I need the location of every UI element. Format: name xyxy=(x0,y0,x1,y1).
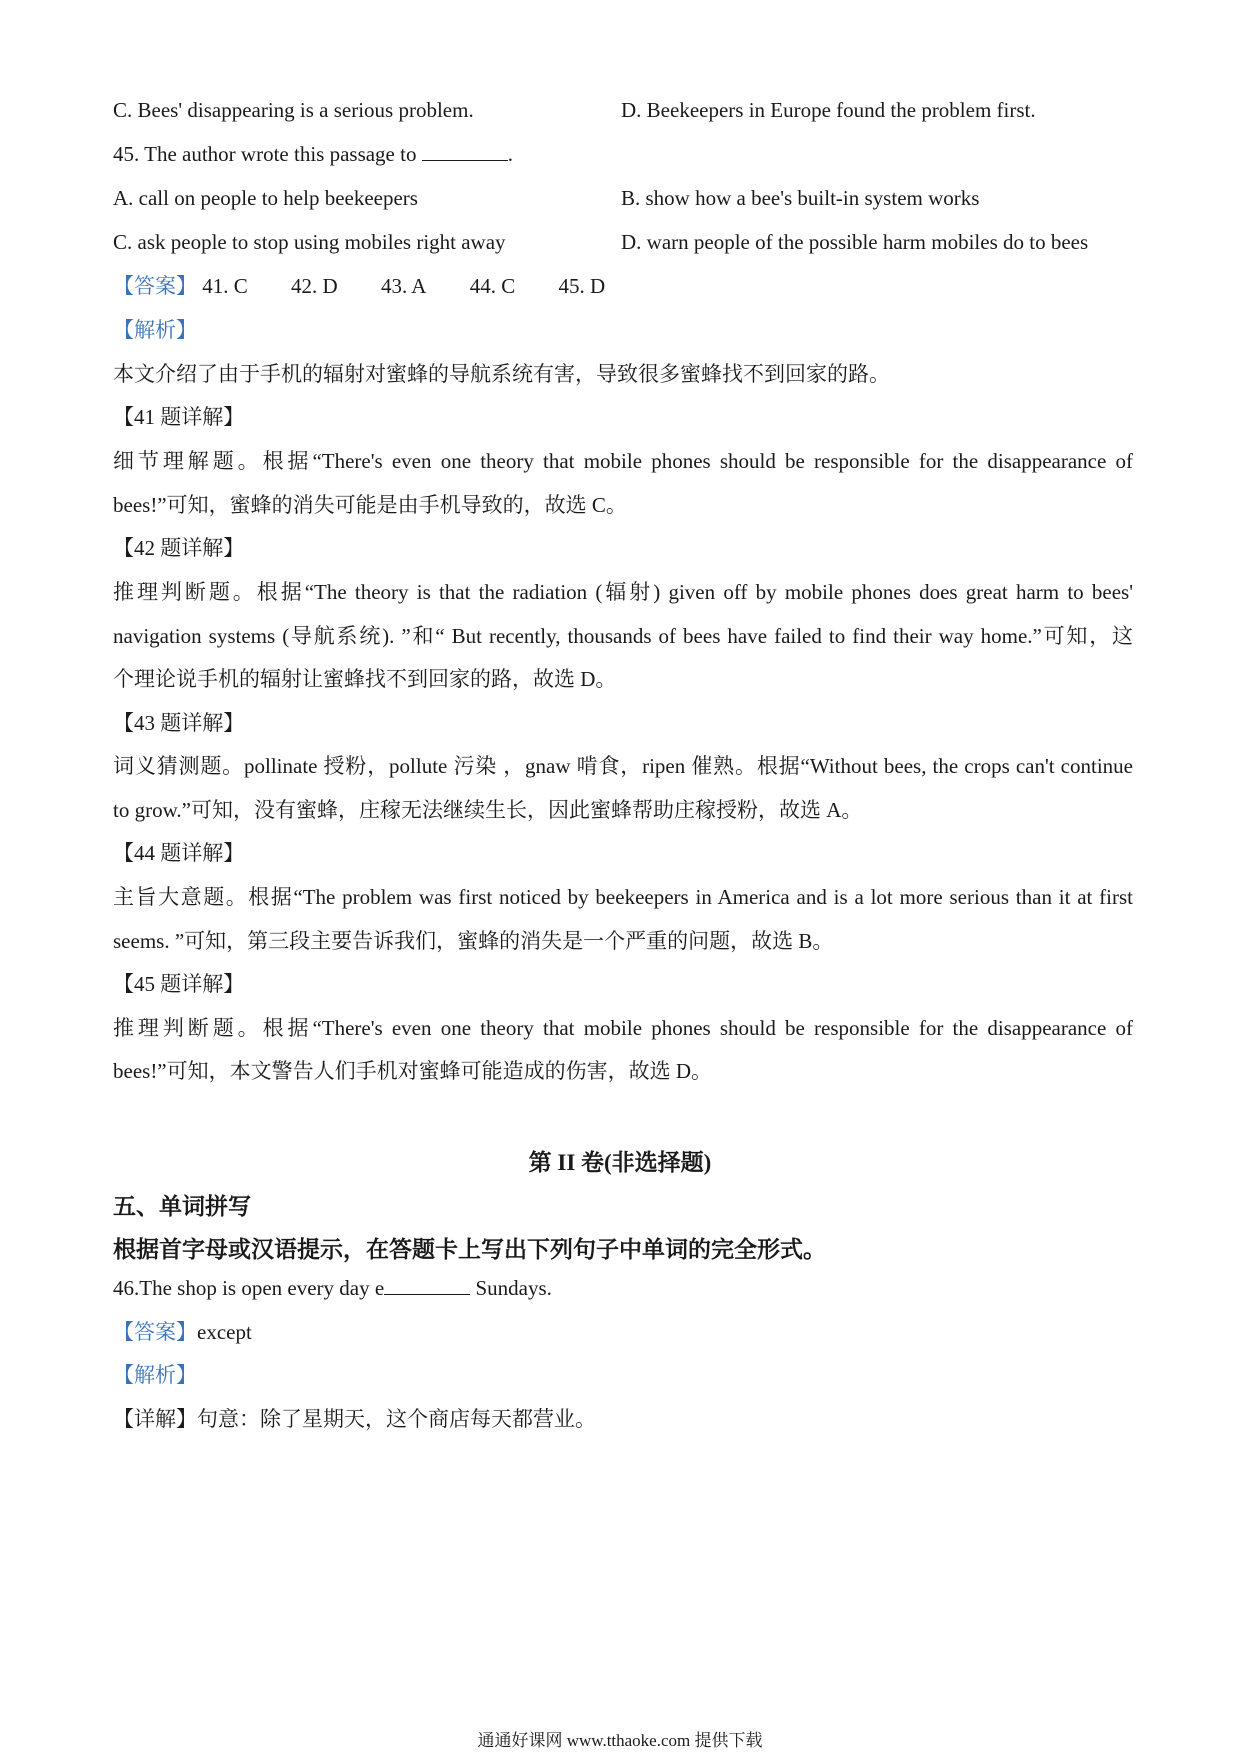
q46-answer-value: except xyxy=(197,1320,252,1344)
q45-options-row-2 xyxy=(113,228,1133,256)
answer-44: 44. C xyxy=(469,274,516,298)
passage-summary: 本文介绍了由于手机的辐射对蜜蜂的导航系统有害，导致很多蜜蜂找不到回家的路。 xyxy=(113,362,890,386)
part2-title: 第 II 卷(非选择题) xyxy=(528,1150,712,1175)
q41-detail-line-1: 细节理解题。根据“There's even one theory that mobile phones should be responsible for the disappearance of xyxy=(113,449,1133,473)
answer-41: 41. C xyxy=(202,274,248,298)
q42-detail-line-3: 个理论说手机的辐射让蜜蜂找不到回家的路，故选 D。 xyxy=(113,667,617,691)
section-heading-spelling: 五、单词拼写 xyxy=(113,1194,251,1219)
q43-detail-line-2: to grow.”可知，没有蜜蜂，庄稼无法继续生长，因此蜜蜂帮助庄稼授粉，故选 A。 xyxy=(113,798,863,822)
q44-detail-heading: 【44 题详解】 xyxy=(113,841,245,865)
q46-detail-text: 句意：除了星期天，这个商店每天都营业。 xyxy=(197,1407,596,1431)
q45-option-d: D. warn people of the possible harm mobiles do to bees xyxy=(621,230,1089,254)
q41-detail-line-2: bees!”可知，蜜蜂的消失可能是由手机导致的，故选 C。 xyxy=(113,493,627,517)
page-footer: 通通好课网 www.tthaoke.com 提供下载 xyxy=(477,1731,763,1750)
q45-detail-line-2: bees!”可知，本文警告人们手机对蜜蜂可能造成的伤害，故选 D。 xyxy=(113,1059,713,1083)
q46-stem-prefix: 46.The shop is open every day e xyxy=(113,1276,385,1300)
q45-stem-prefix: 45. The author wrote this passage to xyxy=(113,142,422,166)
answer-43: 43. A xyxy=(380,274,427,298)
q46-blank xyxy=(384,1276,470,1295)
answer-42: 42. D xyxy=(291,274,338,298)
analysis-label: 【解析】 xyxy=(113,318,197,342)
q46-answer-label: 【答案】 xyxy=(113,1320,197,1344)
q45-option-c: C. ask people to stop using mobiles right away xyxy=(113,230,506,254)
q45-option-b: B. show how a bee's built-in system works xyxy=(621,186,980,210)
q46-answer-row xyxy=(113,1318,1133,1346)
q44-detail-line-2: seems. ”可知，第三段主要告诉我们，蜜蜂的消失是一个严重的问题，故选 B。 xyxy=(113,929,834,953)
q45-options-row-1 xyxy=(113,184,1133,212)
q46-analysis-label: 【解析】 xyxy=(113,1363,197,1387)
q43-detail-line-1: 词义猜测题。pollinate 授粉，pollute 污染 ，gnaw 啃食，ripen 催熟。根据“Without bees, the crops can't continue xyxy=(113,754,1133,778)
q46-detail-row xyxy=(113,1405,1133,1433)
q44-option-c: C. Bees' disappearing is a serious problem. xyxy=(113,98,474,122)
q46-detail-label: 【详解】 xyxy=(113,1407,197,1431)
q41-detail-heading: 【41 题详解】 xyxy=(113,405,245,429)
q46-stem xyxy=(113,1274,1133,1302)
answer-label: 【答案】 xyxy=(113,274,197,298)
q45-detail-heading: 【45 题详解】 xyxy=(113,972,245,996)
q44-detail-line-1: 主旨大意题。根据“The problem was first noticed by beekeepers in America and is a lot more serious than it at first xyxy=(113,885,1133,909)
q45-blank xyxy=(422,142,508,161)
answers-row xyxy=(113,272,1133,300)
q44-options-row xyxy=(113,96,1133,124)
q42-detail-heading: 【42 题详解】 xyxy=(113,536,245,560)
q42-detail-line-2: navigation systems (导航系统). ”和“ But recently, thousands of bees have failed to find their way home.”可知，这 xyxy=(113,624,1133,648)
q42-detail-line-1: 推理判断题。根据“The theory is that the radiation (辐射) given off by mobile phones does great harm to bees' xyxy=(113,580,1133,604)
section-instruction: 根据首字母或汉语提示，在答题卡上写出下列句子中单词的完全形式。 xyxy=(113,1237,826,1262)
answer-45: 45. D xyxy=(558,274,606,298)
q45-option-a: A. call on people to help beekeepers xyxy=(113,186,418,210)
q46-stem-suffix: Sundays. xyxy=(470,1276,552,1300)
q45-detail-line-1: 推理判断题。根据“There's even one theory that mobile phones should be responsible for the disappearance of xyxy=(113,1016,1133,1040)
q43-detail-heading: 【43 题详解】 xyxy=(113,711,245,735)
q45-stem xyxy=(113,140,1133,168)
q44-option-d: D. Beekeepers in Europe found the problem first. xyxy=(621,98,1036,122)
q45-stem-suffix: . xyxy=(507,142,513,166)
